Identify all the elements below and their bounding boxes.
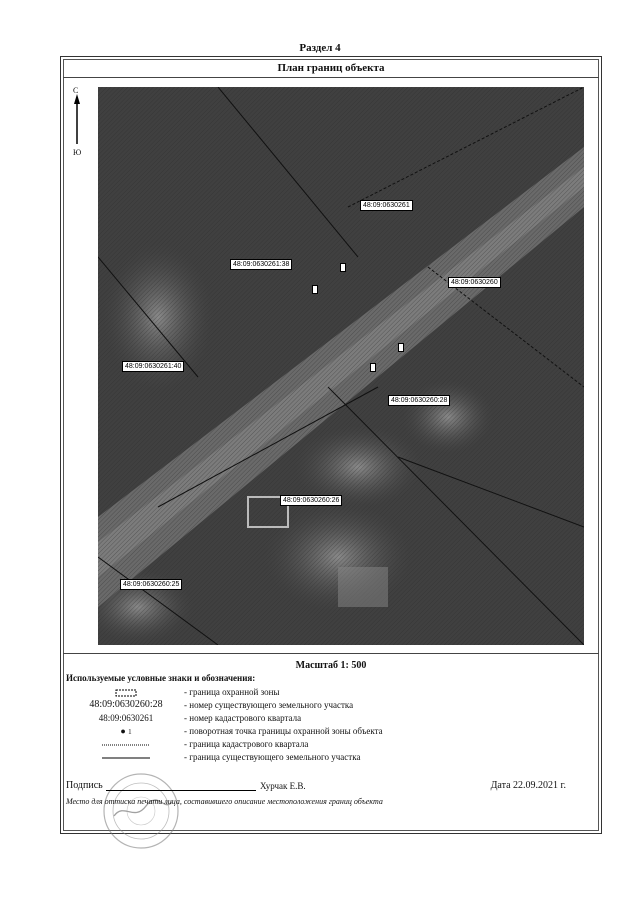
parcel-label: 48:09:0630260:25: [120, 579, 182, 590]
legend-desc: - номер кадастрового квартала: [184, 713, 302, 723]
point-number: 1: [128, 728, 132, 736]
map-scale: Масштаб 1: 500: [295, 660, 367, 671]
legend-item-protection-zone: [66, 686, 596, 698]
compass-north-label: С: [73, 86, 79, 95]
parcel-label: 48:09:0630261: [360, 200, 413, 211]
boundary-point: [370, 363, 376, 372]
dotted-line-icon: [102, 742, 150, 748]
parcel-label: 48:09:0630260: [448, 277, 501, 288]
boundary-point: [340, 263, 346, 272]
parcel-label: 48:09:0630261:38: [230, 259, 292, 270]
seal-icon: [102, 772, 180, 850]
legend-desc: - номер существующего земельного участка: [184, 700, 354, 710]
boundary-point: [312, 285, 318, 294]
legend-item-quarter-boundary: [66, 738, 596, 750]
dashed-rect-icon: [115, 689, 137, 697]
signature-label: Подпись: [66, 780, 103, 791]
section-title: Раздел 4: [299, 42, 341, 54]
legend-symbol: 48:09:0630261: [98, 713, 154, 723]
dot-icon: ●: [120, 726, 126, 736]
legend-desc: - граница кадастрового квартала: [184, 739, 309, 749]
north-arrow: [70, 86, 90, 166]
legend-symbol: [66, 738, 186, 750]
aerial-photo: [98, 87, 584, 645]
signature-date: Дата 22.09.2021 г.: [490, 780, 566, 791]
compass-south-label: Ю: [73, 148, 82, 157]
stamp-seal: [102, 772, 180, 850]
legend-symbol: [66, 725, 186, 738]
legend-desc: - граница охранной зоны: [184, 687, 280, 697]
legend-symbol: [66, 686, 186, 698]
parcel-label: 48:09:0630260:28: [388, 395, 450, 406]
solid-line-icon: [102, 755, 150, 761]
legend-item-parcel-boundary: [66, 751, 596, 763]
parcel-label: 48:09:0630261:40: [122, 361, 184, 372]
legend-item-turning-point: [66, 725, 596, 737]
plan-title: План границ объекта: [63, 59, 599, 78]
legend-item-parcel-number: [66, 699, 596, 711]
parcel-label: 48:09:0630260:26: [280, 495, 342, 506]
legend-desc: - поворотная точка границы охранной зоны объекта: [184, 726, 383, 736]
legend-item-quarter-number: [66, 712, 596, 724]
legend-symbol: 48:09:0630260:28: [89, 699, 163, 710]
signature-line: [106, 790, 256, 791]
legend-symbol: [66, 751, 186, 763]
legend-desc: - граница существующего земельного участка: [184, 752, 361, 762]
legend-title: Используемые условные знаки и обозначения:: [66, 673, 256, 683]
stamp-caption: Место для оттиска печати лица, составившего описание местоположения границ объекта: [66, 797, 383, 806]
boundary-point: [398, 343, 404, 352]
signer-name: Хурчак Е.В.: [260, 781, 306, 791]
